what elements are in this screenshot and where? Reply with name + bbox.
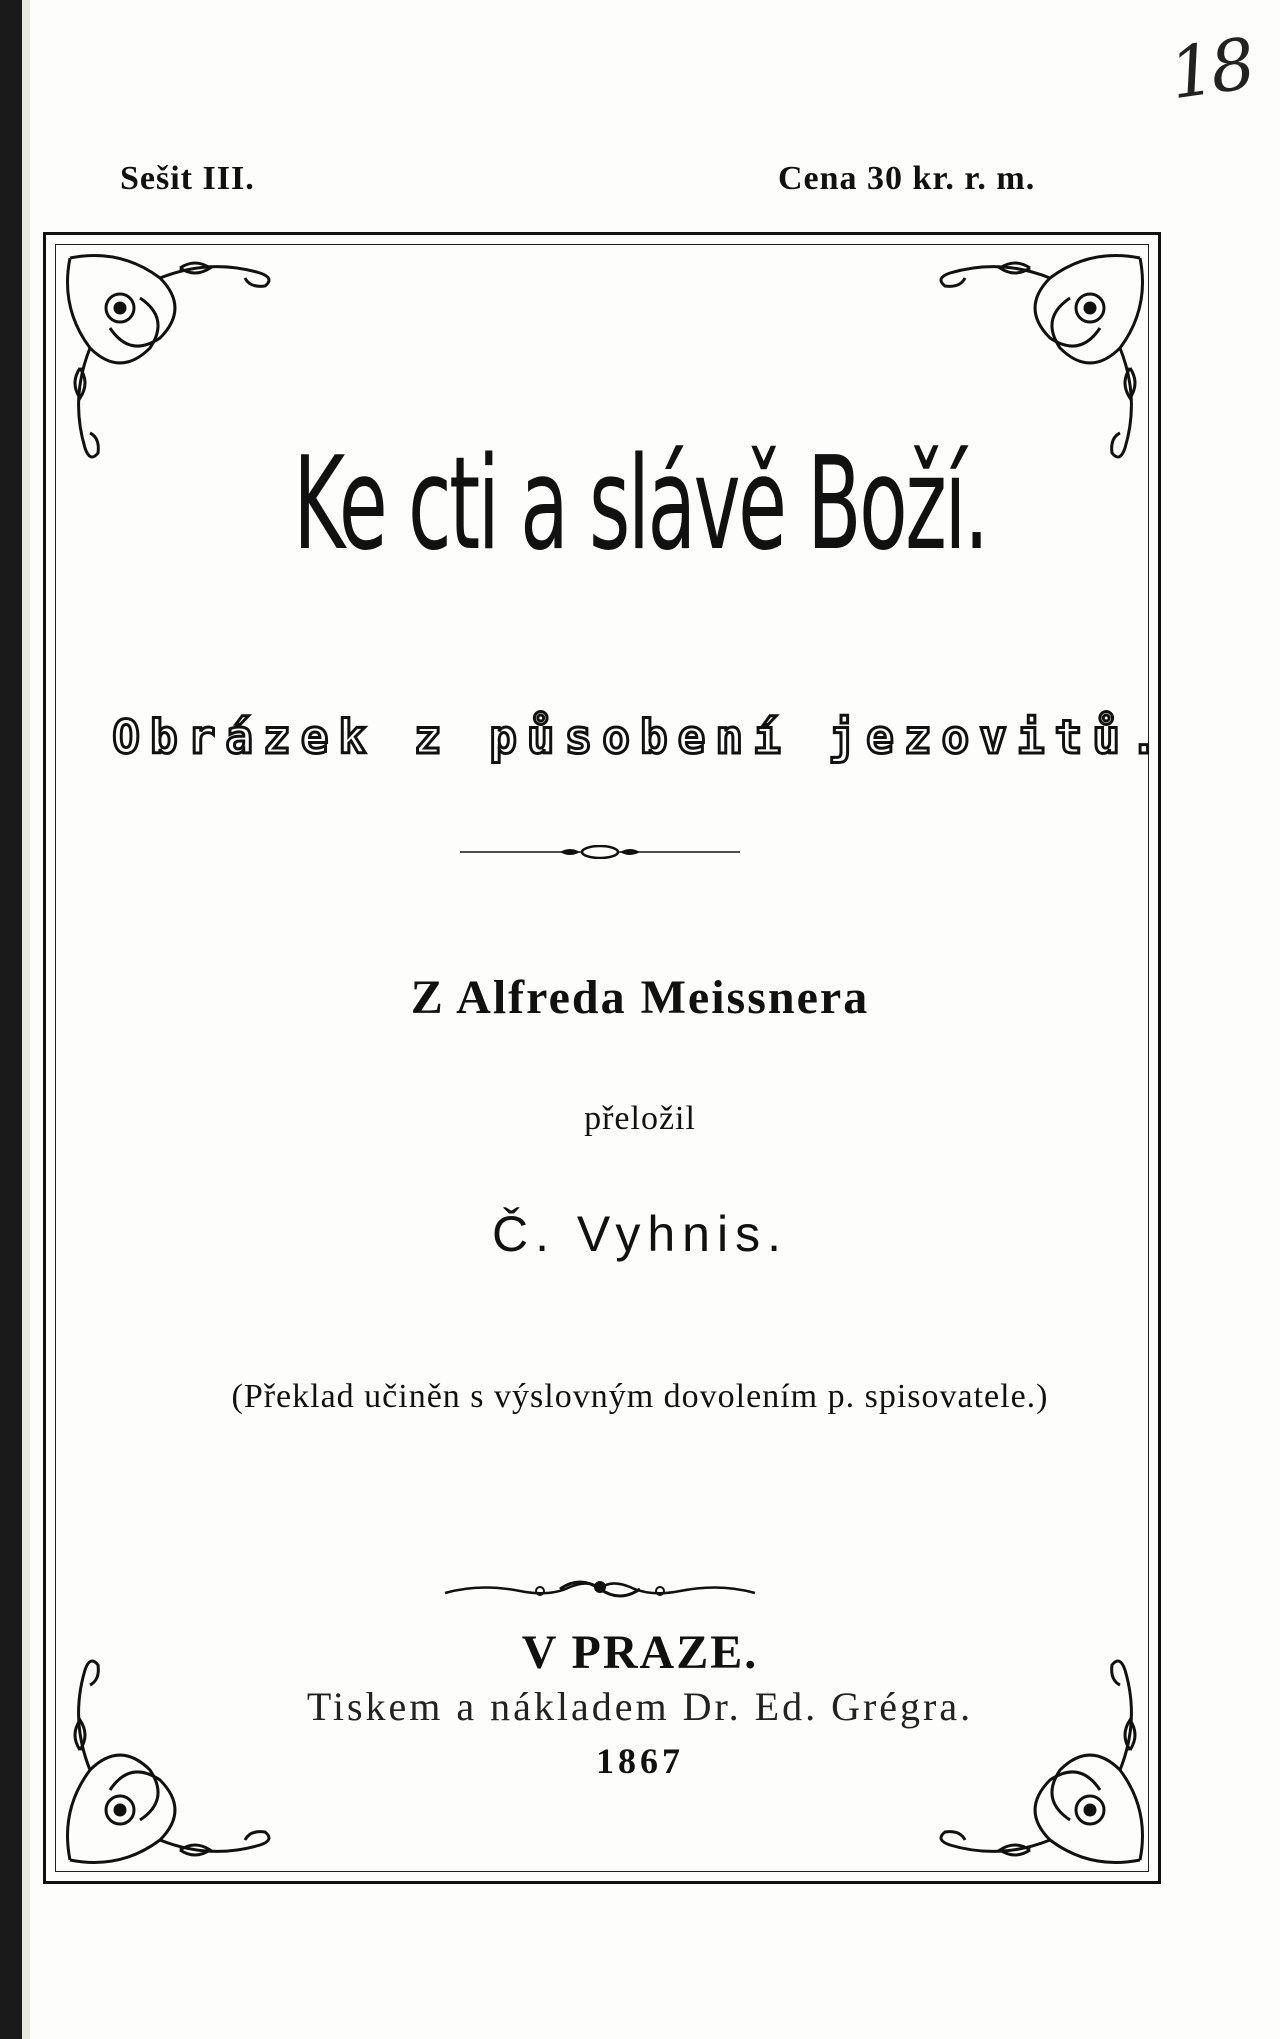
author-line: Z Alfreda Meissnera	[410, 971, 870, 1024]
imprint-year: 1867	[596, 1741, 684, 1781]
ornamental-rule	[460, 845, 740, 859]
imprint-city: V PRAZE.	[521, 1626, 759, 1679]
ornamental-flourish	[440, 1575, 760, 1603]
translated-label: přeložil	[584, 1100, 696, 1137]
translator-name: Č. Vyhnis.	[491, 1206, 788, 1262]
permission-note: (Překlad učiněn s výslovným dovolením p. spisovatele.)	[231, 1378, 1049, 1415]
book-subtitle: Obrázek z působení jezovitů.	[112, 710, 1168, 764]
book-title: Ke cti a slávě Boží.	[293, 430, 987, 579]
handwritten-page-number: 18	[1164, 22, 1257, 116]
imprint-printer: Tiskem a nákladem Dr. Ed. Grégra.	[306, 1684, 974, 1729]
price-label: Cena 30 kr. r. m.	[778, 160, 1036, 197]
issue-label: Sešit III.	[120, 160, 255, 197]
